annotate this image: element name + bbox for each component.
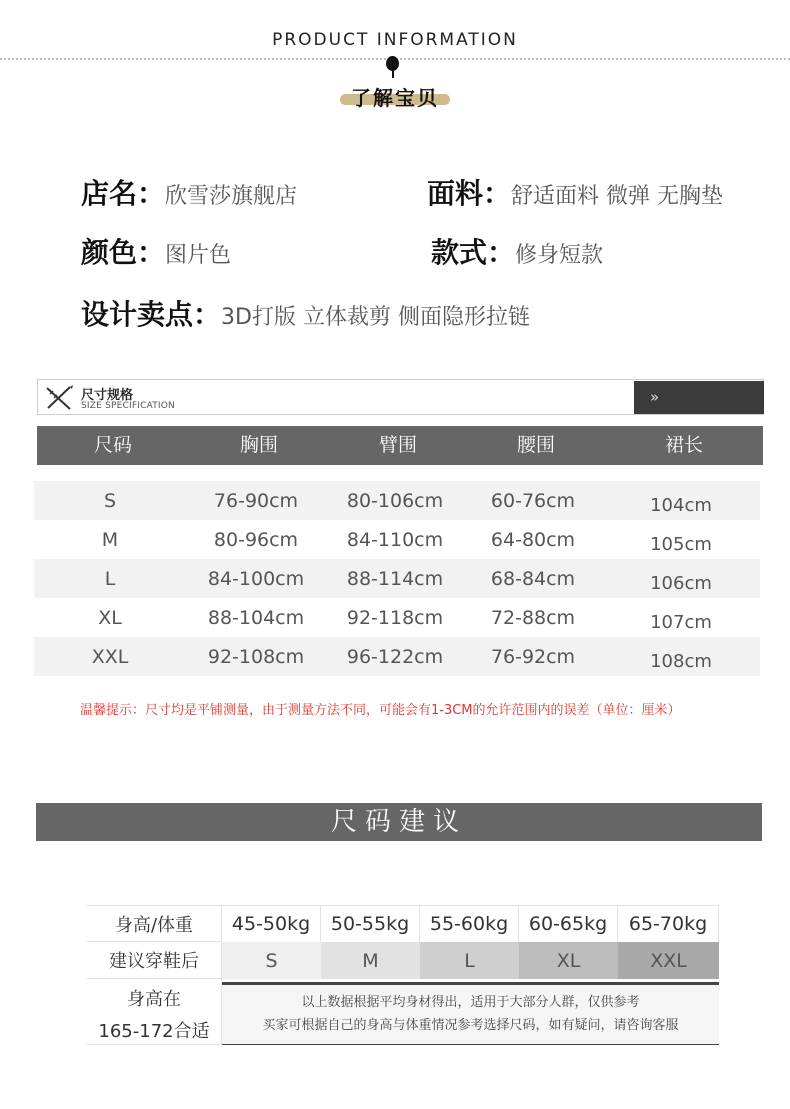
suggestion-note (222, 982, 719, 1045)
weight-cell: 65-70kg (618, 905, 719, 942)
table-row (34, 559, 760, 598)
table-cell: M (101, 528, 119, 551)
size-spec-title: 尺寸规格 (81, 388, 134, 403)
label-height-at: 身高在 (87, 979, 222, 1016)
table-cell: 60-76cm (490, 489, 576, 512)
double-chevron-right-icon: » (650, 388, 660, 406)
info-label: 设计卖点： (81, 298, 222, 331)
column-header: 裙长 (664, 434, 703, 456)
knot-ornament-icon (386, 56, 399, 71)
info-value: 图片色 (165, 243, 232, 268)
info-value: 欣雪莎旗舰店 (165, 184, 298, 209)
weight-cell: 50-55kg (321, 905, 420, 942)
size-spec-subtitle: SIZE SPECIFICATION (81, 401, 175, 411)
table-row (34, 520, 760, 559)
info-label: 店名： (81, 177, 166, 210)
subtitle-wrap (0, 82, 790, 111)
info-label: 颜色： (81, 236, 166, 269)
table-row (34, 637, 760, 676)
label-height-weight: 身高/体重 (87, 905, 222, 942)
size-spec-arrow (634, 381, 764, 414)
label-height-range: 165-172合适 (87, 1016, 222, 1045)
column-header: 腰围 (516, 434, 555, 456)
size-cell: XXL (618, 942, 719, 979)
table-cell: 88-114cm (346, 567, 444, 590)
size-cell: L (420, 942, 519, 979)
table-cell: 64-80cm (490, 528, 576, 551)
subtitle-know-product: 了解宝贝 (351, 86, 439, 110)
ruler-pencil-icon (44, 384, 74, 412)
column-header: 胸围 (239, 434, 278, 456)
table-cell: 92-108cm (207, 645, 305, 668)
table-cell: 105cm (650, 534, 712, 555)
table-cell: 84-110cm (346, 528, 444, 551)
size-table-body (34, 481, 760, 676)
table-cell: 84-100cm (207, 567, 305, 590)
table-cell: 80-106cm (346, 489, 444, 512)
info-fabric (427, 172, 723, 212)
table-cell: L (104, 567, 116, 590)
table-cell: 107cm (650, 612, 712, 633)
size-cell: S (222, 942, 321, 979)
table-cell: 96-122cm (346, 645, 444, 668)
info-value: 舒适面料 微弹 无胸垫 (511, 184, 724, 209)
info-value: 修身短款 (515, 243, 604, 268)
table-cell: 68-84cm (490, 567, 576, 590)
column-header: 尺码 (93, 434, 132, 456)
info-style (431, 231, 603, 271)
table-cell: 72-88cm (490, 606, 576, 629)
info-color (81, 231, 231, 271)
info-value: 3D打版 立体裁剪 侧面隐形拉链 (221, 305, 530, 330)
weight-cell: 60-65kg (519, 905, 618, 942)
table-row (34, 481, 760, 520)
table-cell: 76-90cm (213, 489, 299, 512)
table-cell: XXL (91, 645, 129, 668)
table-cell: 80-96cm (213, 528, 299, 551)
note-line: 以上数据根据平均身材得出，适用于大部分人群，仅供参考 (301, 995, 640, 1010)
table-cell: 88-104cm (207, 606, 305, 629)
table-cell: 106cm (650, 573, 712, 594)
weight-cell: 45-50kg (222, 905, 321, 942)
size-suggestion-title: 尺码建议 (36, 803, 762, 841)
note-line: 买家可根据自己的身高与体重情况参考选择尺码，如有疑问，请咨询客服 (262, 1018, 679, 1033)
weight-cell: 55-60kg (420, 905, 519, 942)
info-design (81, 293, 530, 333)
table-cell: 108cm (650, 651, 712, 672)
table-row (34, 598, 760, 637)
column-header: 臂围 (378, 434, 417, 456)
table-cell: 76-92cm (490, 645, 576, 668)
section-title-product-information: PRODUCT INFORMATION (272, 30, 518, 50)
table-cell: S (103, 489, 117, 512)
info-label: 款式： (431, 236, 516, 269)
measurement-tip: 温馨提示：尺寸均是平铺测量，由于测量方法不同，可能会有1-3CM的允许范围内的误差（单位：厘米） (80, 703, 681, 718)
table-cell: XL (98, 606, 122, 629)
table-cell: 104cm (650, 495, 712, 516)
size-cell: XL (519, 942, 618, 979)
size-cell: M (321, 942, 420, 979)
table-cell: 92-118cm (346, 606, 444, 629)
size-table-header (37, 426, 763, 465)
info-label: 面料： (427, 177, 512, 210)
label-suggest-with-shoes: 建议穿鞋后 (87, 942, 222, 979)
knot-stem (392, 70, 394, 78)
info-shop (81, 172, 297, 212)
